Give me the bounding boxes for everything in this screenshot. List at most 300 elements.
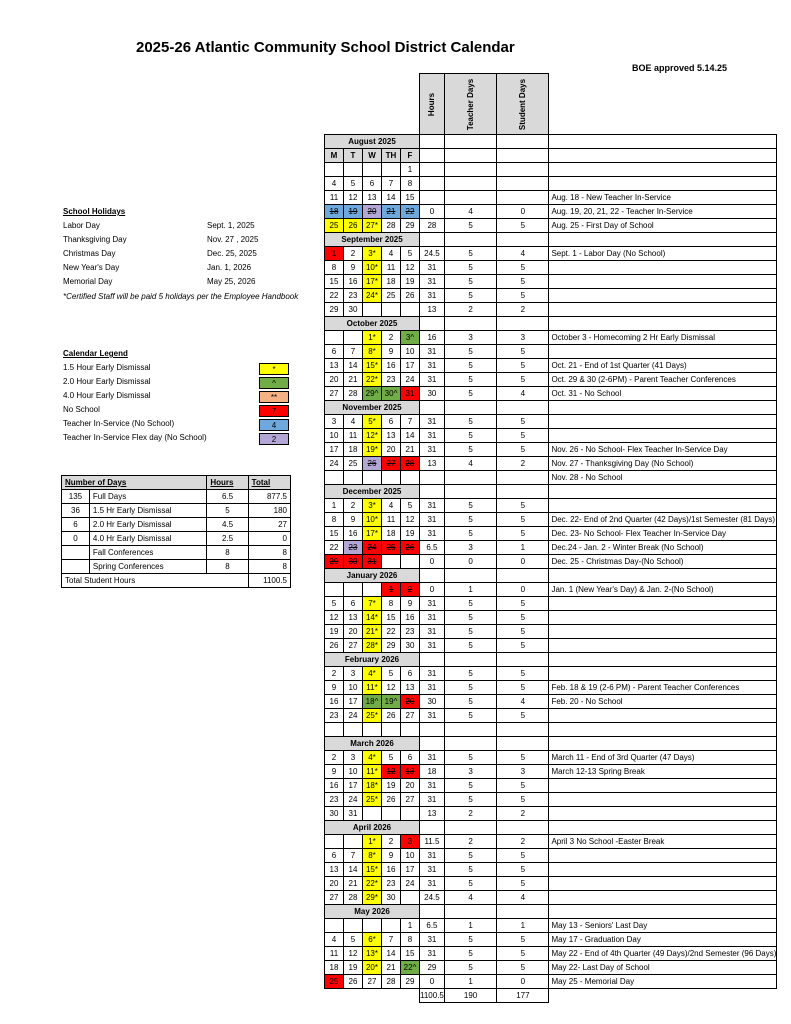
week-hours: 0: [420, 583, 445, 597]
day-cell: 4: [325, 933, 344, 947]
day-cell: 13: [363, 191, 382, 205]
day-cell: 17: [401, 359, 420, 373]
week-teacher-days: 5: [444, 387, 496, 401]
day-cell: 6: [325, 849, 344, 863]
day-cell: [363, 163, 382, 177]
week-hours: 31: [420, 345, 445, 359]
day-cell: 1*: [363, 331, 382, 345]
day-cell: 22: [325, 541, 344, 555]
month-name: January 2026: [325, 569, 420, 583]
month-row: [325, 821, 777, 835]
week-student-days: [497, 163, 549, 177]
day-cell: 19*: [363, 443, 382, 457]
day-cell: 28: [382, 975, 401, 989]
week-note: Sept. 1 - Labor Day (No School): [549, 247, 777, 261]
legend-row: [63, 419, 277, 430]
week-row: [325, 961, 777, 975]
day-cell: 13: [325, 863, 344, 877]
week-student-days: 5: [497, 863, 549, 877]
week-teacher-days: 5: [444, 247, 496, 261]
days-cell: 0: [62, 532, 90, 546]
day-cell: 3: [344, 751, 363, 765]
blank-cell: [401, 74, 420, 135]
day-cell: [344, 471, 363, 485]
day-cell: 9: [401, 597, 420, 611]
day-cell: [325, 835, 344, 849]
week-hours: [420, 163, 445, 177]
week-hours: 28: [420, 219, 445, 233]
week-note: [549, 177, 777, 191]
week-teacher-days: 5: [444, 275, 496, 289]
day-cell: 23: [344, 541, 363, 555]
week-hours: [420, 177, 445, 191]
week-teacher-days: 5: [444, 793, 496, 807]
week-hours: 30: [420, 387, 445, 401]
week-student-days: [497, 723, 549, 737]
day-cell: 6: [325, 345, 344, 359]
day-cell: 9: [344, 261, 363, 275]
day-cell: 30: [344, 303, 363, 317]
days-cell: 8: [207, 546, 248, 560]
day-cell: 14*: [363, 611, 382, 625]
day-cell: 17: [401, 863, 420, 877]
day-cell: 25: [382, 541, 401, 555]
week-row: [325, 891, 777, 905]
week-hours: 31: [420, 429, 445, 443]
week-row: [325, 303, 777, 317]
day-cell: 17: [344, 695, 363, 709]
week-row: [325, 723, 777, 737]
blank-cell: [401, 989, 420, 1003]
day-cell: [401, 471, 420, 485]
month-name: November 2025: [325, 401, 420, 415]
week-note: Feb. 20 - No School: [549, 695, 777, 709]
month-blank: [444, 737, 496, 751]
day-cell: 13: [344, 611, 363, 625]
day-cell: 9: [382, 849, 401, 863]
week-row: [325, 373, 777, 387]
month-name: April 2026: [325, 821, 420, 835]
week-note: [549, 345, 777, 359]
day-cell: 8*: [363, 345, 382, 359]
holiday-name: New Year's Day: [63, 263, 120, 272]
week-note: [549, 289, 777, 303]
days-cell: 8: [248, 546, 290, 560]
day-cell: 14: [382, 191, 401, 205]
day-cell: 9: [344, 513, 363, 527]
days-row: [62, 518, 291, 532]
week-note: Jan. 1 (New Year's Day) & Jan. 2-(No School): [549, 583, 777, 597]
day-cell: 23: [382, 877, 401, 891]
day-cell: 27: [382, 457, 401, 471]
day-cell: 14: [382, 947, 401, 961]
day-cell: [344, 583, 363, 597]
month-blank: [420, 401, 445, 415]
week-student-days: 1: [497, 919, 549, 933]
day-cell: 24*: [363, 289, 382, 303]
month-blank: [444, 905, 496, 919]
month-blank: [497, 485, 549, 499]
week-note: Nov. 26 - No School- Flex Teacher In-Service Day: [549, 443, 777, 457]
day-cell: 23: [382, 373, 401, 387]
week-teacher-days: 5: [444, 611, 496, 625]
day-cell: 16: [344, 527, 363, 541]
days-row: [62, 490, 291, 504]
day-cell: 1: [382, 583, 401, 597]
day-cell: [382, 471, 401, 485]
month-blank: [420, 569, 445, 583]
legend-label: Teacher In-Service (No School): [63, 419, 175, 428]
week-student-days: 5: [497, 289, 549, 303]
week-hours: 31: [420, 947, 445, 961]
day-cell: 20: [325, 373, 344, 387]
day-cell: 18: [325, 961, 344, 975]
week-hours: 13: [420, 807, 445, 821]
day-cell: 11: [344, 429, 363, 443]
week-student-days: 5: [497, 261, 549, 275]
week-hours: [420, 191, 445, 205]
week-teacher-days: 3: [444, 331, 496, 345]
day-cell: 11: [382, 261, 401, 275]
week-teacher-days: 5: [444, 429, 496, 443]
month-blank: [420, 905, 445, 919]
day-cell: 10: [401, 345, 420, 359]
month-blank: [444, 233, 496, 247]
week-note: Dec. 25 - Christmas Day-(No School): [549, 555, 777, 569]
day-cell: [382, 807, 401, 821]
week-note: Aug. 18 - New Teacher In-Service: [549, 191, 777, 205]
day-cell: 5: [382, 667, 401, 681]
holiday-name: Thanksgiving Day: [63, 235, 127, 244]
days-cell: [62, 546, 90, 560]
day-cell: 29: [401, 975, 420, 989]
week-teacher-days: 1: [444, 583, 496, 597]
day-cell: 15*: [363, 863, 382, 877]
day-cell: 21: [344, 373, 363, 387]
days-cell: 180: [248, 504, 290, 518]
week-hours: [420, 723, 445, 737]
week-teacher-days: [444, 163, 496, 177]
week-row: [325, 667, 777, 681]
day-cell: 19: [325, 625, 344, 639]
month-row: [325, 905, 777, 919]
day-cell: 16: [344, 275, 363, 289]
week-hours: 31: [420, 611, 445, 625]
column-header-text: Teacher Days: [466, 78, 476, 130]
day-cell: 27: [325, 891, 344, 905]
month-blank: [497, 135, 549, 149]
month-blank: [420, 737, 445, 751]
month-note-blank: [549, 821, 777, 835]
month-blank: [444, 569, 496, 583]
day-cell: [344, 723, 363, 737]
holiday-date: Dec. 25, 2025: [207, 249, 257, 258]
day-cell: 22*: [363, 373, 382, 387]
week-student-days: 4: [497, 387, 549, 401]
days-cell: Full Days: [89, 490, 206, 504]
legend-swatch: 7: [259, 405, 289, 417]
week-student-days: [497, 471, 549, 485]
day-cell: 30: [344, 555, 363, 569]
week-note: [549, 163, 777, 177]
week-teacher-days: 5: [444, 499, 496, 513]
days-cell: 4.0 Hr Early Dismissal: [89, 532, 206, 546]
day-cell: 19: [344, 205, 363, 219]
day-cell: [325, 583, 344, 597]
day-cell: 28: [382, 219, 401, 233]
day-cell: [344, 163, 363, 177]
day-cell: 10*: [363, 261, 382, 275]
month-note-blank: [549, 569, 777, 583]
week-teacher-days: 5: [444, 443, 496, 457]
week-row: [325, 779, 777, 793]
day-cell: 11: [325, 947, 344, 961]
week-row: [325, 513, 777, 527]
day-cell: 29*: [363, 891, 382, 905]
days-cell: 2.0 Hr Early Dismissal: [89, 518, 206, 532]
day-cell: 17: [344, 779, 363, 793]
week-note: [549, 793, 777, 807]
day-cell: 9: [382, 345, 401, 359]
week-hours: 18: [420, 765, 445, 779]
week-student-days: 5: [497, 345, 549, 359]
day-cell: [344, 331, 363, 345]
days-cell: 877.5: [248, 490, 290, 504]
week-student-days: 5: [497, 611, 549, 625]
day-cell: 8: [325, 261, 344, 275]
blank-cell: [382, 989, 401, 1003]
days-cell: Fall Conferences: [89, 546, 206, 560]
month-blank: [444, 317, 496, 331]
day-cell: 14: [344, 359, 363, 373]
month-name: May 2026: [325, 905, 420, 919]
week-row: [325, 947, 777, 961]
days-table: [61, 475, 291, 588]
day-cell: 6: [401, 667, 420, 681]
day-cell: 15: [401, 191, 420, 205]
day-header-note-blank: [549, 149, 777, 163]
day-cell: 19: [401, 275, 420, 289]
week-note: March 12-13 Spring Break: [549, 765, 777, 779]
week-note: May 25 - Memorial Day: [549, 975, 777, 989]
month-name: December 2025: [325, 485, 420, 499]
week-teacher-days: 2: [444, 835, 496, 849]
week-hours: 31: [420, 681, 445, 695]
day-cell: 2: [325, 667, 344, 681]
day-cell: 1: [401, 163, 420, 177]
day-cell: 1: [325, 499, 344, 513]
day-cell: 13: [401, 765, 420, 779]
week-note: [549, 849, 777, 863]
week-teacher-days: 0: [444, 555, 496, 569]
days-row: [62, 532, 291, 546]
day-cell: 23: [325, 709, 344, 723]
day-cell: 19: [401, 527, 420, 541]
week-row: [325, 877, 777, 891]
holiday-name: Memorial Day: [63, 277, 113, 286]
day-cell: 8*: [363, 849, 382, 863]
week-row: [325, 289, 777, 303]
week-row: [325, 415, 777, 429]
blank-cell: [325, 74, 344, 135]
week-row: [325, 555, 777, 569]
week-student-days: 5: [497, 961, 549, 975]
day-cell: 29^: [363, 387, 382, 401]
week-student-days: 5: [497, 373, 549, 387]
week-note: May 13 - Seniors' Last Day: [549, 919, 777, 933]
day-cell: 1*: [363, 835, 382, 849]
day-cell: [344, 835, 363, 849]
month-blank: [420, 135, 445, 149]
day-cell: 24: [363, 541, 382, 555]
day-cell: 4*: [363, 667, 382, 681]
week-student-days: 4: [497, 247, 549, 261]
week-hours: 31: [420, 793, 445, 807]
day-cell: 29: [325, 303, 344, 317]
week-student-days: 4: [497, 891, 549, 905]
week-student-days: 0: [497, 583, 549, 597]
week-student-days: [497, 191, 549, 205]
day-cell: [401, 555, 420, 569]
holiday-row: [63, 235, 303, 244]
week-hours: 31: [420, 499, 445, 513]
page-title: 2025-26 Atlantic Community School District Calendar: [136, 39, 515, 56]
week-hours: 31: [420, 639, 445, 653]
month-name: August 2025: [325, 135, 420, 149]
day-cell: 15: [382, 611, 401, 625]
week-note: [549, 429, 777, 443]
day-cell: 6: [382, 415, 401, 429]
day-cell: 14: [401, 429, 420, 443]
month-blank: [420, 653, 445, 667]
day-cell: 16: [382, 359, 401, 373]
week-teacher-days: 5: [444, 709, 496, 723]
day-cell: 5: [344, 177, 363, 191]
day-cell: 14: [344, 863, 363, 877]
day-cell: [382, 303, 401, 317]
week-note: [549, 779, 777, 793]
month-row: [325, 569, 777, 583]
blank-cell: [363, 989, 382, 1003]
week-hours: 31: [420, 373, 445, 387]
day-cell: 8: [401, 177, 420, 191]
day-header-row: [325, 149, 777, 163]
week-student-days: 5: [497, 359, 549, 373]
week-row: [325, 191, 777, 205]
day-cell: 28: [344, 387, 363, 401]
week-hours: [420, 471, 445, 485]
week-teacher-days: 1: [444, 919, 496, 933]
week-hours: 31: [420, 849, 445, 863]
week-student-days: 5: [497, 751, 549, 765]
week-note: May 22 - End of 4th Quarter (49 Days)/2nd Semester (96 Days): [549, 947, 777, 961]
day-cell: 5*: [363, 415, 382, 429]
week-hours: 31: [420, 709, 445, 723]
week-note: [549, 303, 777, 317]
month-note-blank: [549, 653, 777, 667]
legend-row: [63, 391, 278, 402]
month-blank: [444, 485, 496, 499]
week-row: [325, 583, 777, 597]
day-header-blank: [497, 149, 549, 163]
day-cell: 25: [344, 457, 363, 471]
day-cell: 8: [401, 933, 420, 947]
days-cell: 6.5: [207, 490, 248, 504]
week-hours: 31: [420, 751, 445, 765]
week-row: [325, 793, 777, 807]
day-cell: 27: [401, 709, 420, 723]
week-hours: 31: [420, 513, 445, 527]
day-cell: 8: [382, 597, 401, 611]
week-hours: 16: [420, 331, 445, 345]
day-cell: 7: [382, 177, 401, 191]
day-cell: 11: [325, 191, 344, 205]
day-cell: 22: [401, 205, 420, 219]
day-cell: 11*: [363, 681, 382, 695]
days-total-row: [62, 574, 291, 588]
legend-label: 2.0 Hour Early Dismissal: [63, 377, 151, 386]
day-cell: 5: [344, 933, 363, 947]
day-cell: 19: [382, 779, 401, 793]
day-cell: [382, 555, 401, 569]
day-cell: 25*: [363, 709, 382, 723]
week-hours: 31: [420, 443, 445, 457]
day-cell: [363, 471, 382, 485]
day-cell: 26: [344, 219, 363, 233]
day-cell: 17: [325, 443, 344, 457]
day-cell: 15: [325, 527, 344, 541]
holiday-date: Jan. 1, 2026: [207, 263, 252, 272]
day-cell: 21: [382, 961, 401, 975]
day-cell: 27: [363, 975, 382, 989]
month-blank: [497, 821, 549, 835]
day-cell: [325, 163, 344, 177]
week-note: Dec. 22- End of 2nd Quarter (42 Days)/1st Semester (81 Days): [549, 513, 777, 527]
boe-approval: BOE approved 5.14.25: [632, 63, 728, 73]
week-student-days: [497, 177, 549, 191]
week-student-days: 5: [497, 933, 549, 947]
day-cell: 12: [325, 611, 344, 625]
day-cell: 1: [401, 919, 420, 933]
days-header-cell: Number of Days: [62, 476, 207, 490]
day-cell: 28*: [363, 639, 382, 653]
month-blank: [444, 401, 496, 415]
blank-cell: [549, 74, 777, 135]
week-student-days: 5: [497, 415, 549, 429]
week-row: [325, 835, 777, 849]
day-cell: 18: [344, 443, 363, 457]
day-cell: [401, 891, 420, 905]
day-cell: 3*: [363, 247, 382, 261]
day-cell: 12*: [363, 429, 382, 443]
legend-label: 1.5 Hour Early Dismissal: [63, 363, 151, 372]
day-cell: 25: [325, 219, 344, 233]
week-hours: 31: [420, 415, 445, 429]
month-blank: [444, 821, 496, 835]
month-name: October 2025: [325, 317, 420, 331]
day-header: W: [363, 149, 382, 163]
month-name: March 2026: [325, 737, 420, 751]
day-cell: 1: [325, 247, 344, 261]
day-cell: [363, 919, 382, 933]
week-teacher-days: 3: [444, 765, 496, 779]
day-cell: 4: [325, 177, 344, 191]
week-note: Oct. 31 - No School: [549, 387, 777, 401]
days-cell: 8: [248, 560, 290, 574]
week-hours: 31: [420, 667, 445, 681]
week-note: [549, 891, 777, 905]
day-cell: 22: [382, 625, 401, 639]
